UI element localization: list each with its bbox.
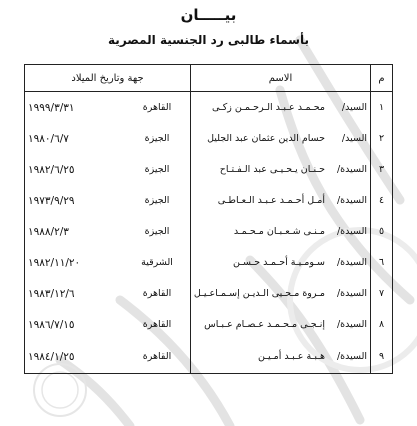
row-birth-cell — [25, 123, 191, 154]
row-title: السيدة/ — [336, 164, 367, 175]
applicants-table — [24, 64, 393, 374]
table-row — [25, 216, 393, 247]
row-name-cell — [191, 92, 371, 124]
row-number: ١ — [371, 92, 393, 124]
table-row — [25, 92, 393, 124]
row-name-cell — [191, 340, 371, 374]
table-row — [25, 123, 393, 154]
row-birth-place: القاهرة — [142, 351, 172, 362]
row-birth-cell — [25, 185, 191, 216]
row-birth-date: ١٩٧٣/٩/٢٩ — [28, 194, 75, 207]
row-name-cell — [191, 309, 371, 340]
row-name-cell — [191, 123, 371, 154]
row-number: ٢ — [371, 123, 393, 154]
header-name: الاسم — [191, 65, 371, 92]
row-person-name: سـومـيـة أحـمـد حـسـن — [232, 257, 325, 268]
row-birth-date: ١٩٨٢/٦/٢٥ — [28, 163, 75, 176]
row-title: السيد/ — [341, 133, 367, 144]
header-number: م — [371, 65, 393, 92]
table-row — [25, 340, 393, 374]
row-person-name: أمـل أحـمـد عـبـد الـعـاطـى — [217, 195, 325, 206]
row-number: ٤ — [371, 185, 393, 216]
row-birth-place: الجيزة — [144, 164, 170, 175]
document-title: بيـــــان — [180, 6, 237, 24]
document-subtitle: بأسماء طالبى رد الجنسية المصرية — [108, 33, 309, 47]
row-birth-place: الجيزة — [144, 195, 170, 206]
row-name-cell — [191, 278, 371, 309]
row-person-name: محـمـد عـبـد الـرحـمـن زكـى — [212, 102, 325, 113]
row-birth-date: ١٩٨٢/١١/٢٠ — [28, 256, 81, 269]
row-number: ٦ — [371, 247, 393, 278]
row-number: ٧ — [371, 278, 393, 309]
row-birth-cell — [25, 247, 191, 278]
row-person-name: هـبـة عـبـد أمـيـن — [257, 351, 325, 362]
row-person-name: إنـجـى مـحـمـد عـصـام عـبـاس — [204, 319, 325, 330]
row-birth-place: الشرقية — [141, 257, 173, 268]
table-row — [25, 185, 393, 216]
row-number: ٣ — [371, 154, 393, 185]
row-name-cell — [191, 247, 371, 278]
row-name-cell — [191, 185, 371, 216]
row-title: السيدة/ — [336, 351, 367, 362]
row-birth-date: ١٩٨٣/١٢/٦ — [28, 287, 75, 300]
row-birth-date: ١٩٨٦/٧/١٥ — [28, 318, 75, 331]
row-birth-cell — [25, 309, 191, 340]
row-birth-date: ١٩٨٤/١/٢٥ — [28, 350, 75, 363]
row-person-name: مـنـى شـعـبـان مـحـمـد — [233, 226, 325, 237]
row-person-name: حسام الدين عثمان عبد الجليل — [207, 133, 325, 144]
row-title: السيدة/ — [336, 288, 367, 299]
row-birth-place: القاهرة — [142, 288, 172, 299]
row-birth-date: ١٩٨٠/٦/٧ — [28, 132, 69, 145]
row-birth-cell — [25, 216, 191, 247]
row-title: السيدة/ — [336, 319, 367, 330]
row-birth-cell — [25, 340, 191, 374]
row-person-name: مـروة مـحـيى الـديـن إسـمـاعـيـل — [193, 288, 325, 299]
table-row — [25, 278, 393, 309]
row-title: السيدة/ — [336, 226, 367, 237]
row-title: السيدة/ — [336, 195, 367, 206]
row-birth-place: الجيزة — [144, 133, 170, 144]
row-birth-place: الجيزة — [144, 226, 170, 237]
row-birth-cell — [25, 154, 191, 185]
row-birth-date: ١٩٨٨/٢/٣ — [28, 225, 69, 238]
row-title: السيد/ — [341, 102, 367, 113]
row-name-cell — [191, 216, 371, 247]
row-person-name: حـنـان يـحـيـى عبد الـفـتـاح — [219, 164, 325, 175]
table-header-row — [25, 65, 393, 92]
row-birth-cell — [25, 92, 191, 124]
row-title: السيدة/ — [336, 257, 367, 268]
row-number: ٨ — [371, 309, 393, 340]
row-birth-cell — [25, 278, 191, 309]
header-birth: جهة وتاريخ الميلاد — [25, 65, 191, 92]
table-row — [25, 309, 393, 340]
row-number: ٩ — [371, 340, 393, 374]
row-number: ٥ — [371, 216, 393, 247]
row-birth-date: ١٩٩٩/٣/٣١ — [28, 101, 75, 114]
row-name-cell — [191, 154, 371, 185]
row-birth-place: القاهرة — [142, 319, 172, 330]
row-birth-place: القاهرة — [142, 102, 172, 113]
table-row — [25, 247, 393, 278]
table-row — [25, 154, 393, 185]
